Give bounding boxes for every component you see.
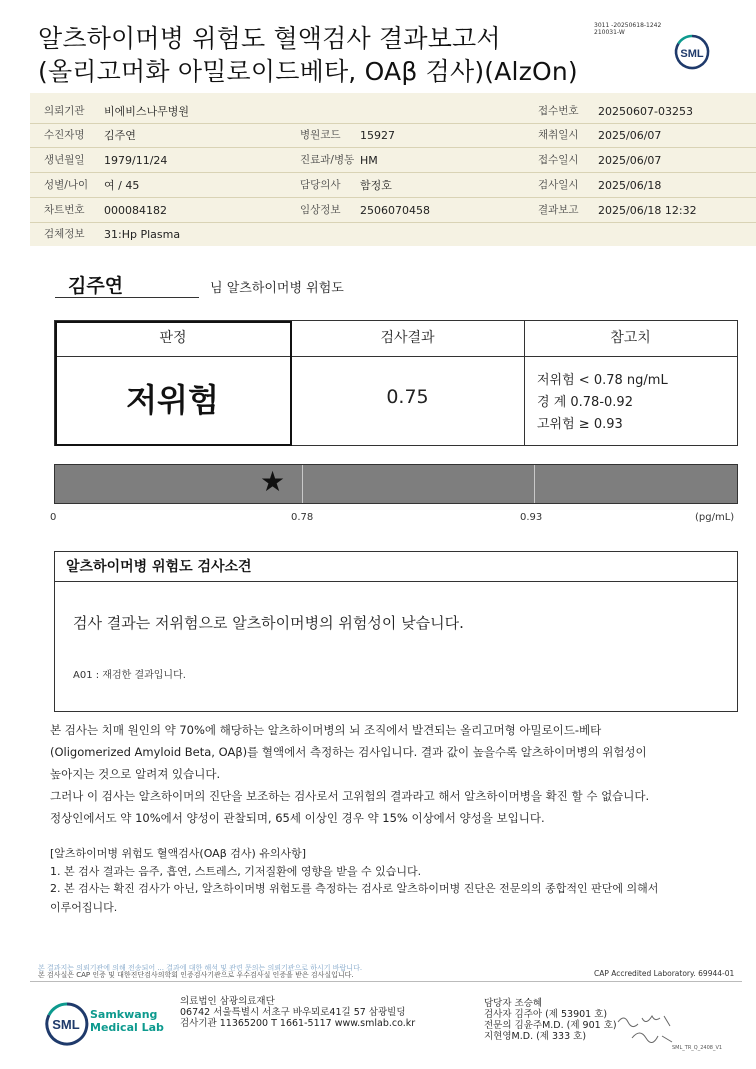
verdict-header: 판정 [159,330,187,346]
staff-signatures [484,998,617,1042]
brand-name-line2: Medical Lab [90,1021,164,1034]
info-label: 생년월일 [44,154,85,166]
scale-divider-093 [534,465,535,503]
brand-name-line1: Samkwang [90,1008,158,1021]
handwritten-signature [614,1008,684,1048]
findings-main-text: 검사 결과는 저위험으로 알츠하이머병의 위험성이 낮습니다. [73,614,464,632]
report-title [38,22,578,88]
document-code-2: 210031-W [594,29,625,36]
info-label: 성별/나이 [44,179,89,191]
description-line: 본 검사는 치매 원인의 약 70%에 해당하는 알츠하이머병의 뇌 조직에서 발견되는 올리고머형 아밀로이드-베타 [50,723,602,737]
info-label: 접수번호 [538,105,579,117]
reference-borderline: 경 계 0.78-0.92 [537,395,633,410]
info-label: 의뢰기관 [44,105,85,117]
info-value: 2025/06/18 12:32 [598,204,697,217]
info-row [30,148,756,173]
info-row [30,173,756,198]
precautions-heading: [알츠하이머병 위험도 혈액검사(OAβ 검사) 유의사항] [50,847,307,860]
info-value: 비에비스나무병원 [104,105,190,118]
info-label: 검사일시 [538,179,579,191]
findings-box [54,551,738,712]
info-value: 2025/06/07 [598,129,662,142]
scale-divider-078 [302,465,303,503]
info-value: 2025/06/07 [598,154,662,167]
samkwang-logo-text: SML [52,1017,80,1032]
info-label: 임상정보 [300,204,341,216]
samkwang-logo-icon [40,998,94,1052]
lab-address [180,996,415,1029]
lab-address-line: 검사기관 11365200 T 1661-5117 www.smlab.co.kr [180,1018,416,1029]
precaution-item: 2. 본 검사는 확진 검사가 아닌, 알츠하이머병 위험도를 측정하는 검사로 알츠하이머병 진단은 전문의의 종합적인 판단에 의해서 [50,882,659,895]
info-value: 함정호 [360,179,392,192]
info-value: 000084182 [104,204,167,217]
scale-tick-0: 0 [50,512,57,523]
result-marker-star-icon: ★ [260,465,286,498]
footer-disclaimer: 본 결과지는 의뢰기관에 의해 전송되어 ... 결과에 대한 해석 및 관련 문의는 의뢰기관으로 하시기 바랍니다. [38,964,363,972]
lab-address-line: 06742 서울특별시 서초구 바우뫼로41길 57 삼광빌딩 [180,1007,406,1018]
footer-divider [30,981,742,982]
info-label: 접수일시 [538,154,579,166]
findings-note: A01 : 재검한 결과입니다. [73,670,186,681]
info-row [30,99,756,124]
scale-unit: (pg/mL) [695,512,735,523]
risk-scale-bar [54,464,738,504]
patient-name-underline [55,297,199,298]
patient-name-suffix: 님 알츠하이머병 위험도 [210,281,344,296]
precaution-item: 이루어집니다. [50,901,118,914]
document-code-1: 3011 -20250618-1242 [594,22,662,29]
reference-header: 참고치 [610,330,651,346]
info-value: 20250607-03253 [598,105,693,118]
result-value: 0.75 [386,386,429,408]
description-line: 정상인에서도 약 10%에서 양성이 관찰되며, 65세 이상인 경우 약 15% 이상에서 양성을 보입니다. [50,811,545,825]
info-value: 2025/06/18 [598,179,662,192]
info-label: 차트번호 [44,204,85,216]
info-value: HM [360,154,378,167]
info-value: 1979/11/24 [104,154,168,167]
form-code: SML_TR_Q_2408_V1 [672,1045,723,1051]
precaution-item: 1. 본 검사 결과는 음주, 흡연, 스트레스, 기저질환에 영향을 받을 수 있습니다. [50,865,422,878]
info-value: 31:Hp Plasma [104,228,181,241]
info-value: 15927 [360,129,395,142]
staff-line: 전문의 김윤주M.D. (제 901 호) [484,1020,617,1031]
document-code [594,22,661,36]
reference-low: 저위험 < 0.78 ng/mL [537,373,668,388]
report-title-line1: 알츠하이머병 위험도 혈액검사 결과보고서 [38,24,501,53]
sml-logo [672,32,712,72]
footer-certification: 본 검사실은 CAP 인증 및 대한진단검사의학회 인증검사기관으로 우수검사실 인증을 받은 검사실입니다. [38,971,354,979]
description-line: 높아지는 것으로 알려져 있습니다. [50,767,221,781]
patient-name: 김주연 [68,275,124,297]
findings-heading: 알츠하이머병 위험도 검사소견 [55,552,737,582]
cap-accreditation: CAP Accredited Laboratory. 69944-01 [594,969,735,978]
patient-info-panel [30,93,756,246]
info-label: 수진자명 [44,129,85,141]
verdict-value: 저위험 [126,381,219,419]
info-label: 검체정보 [44,228,85,240]
info-row [30,123,756,148]
info-label: 진료과/병동 [300,154,355,166]
info-row [30,198,756,223]
report-title-line2: (올리고머화 아밀로이드베타, OAβ 검사)(AlzOn) [38,57,578,86]
reference-high: 고위험 ≥ 0.93 [537,417,623,432]
staff-line: 담당자 조승혜 [484,998,543,1009]
info-label: 결과보고 [538,204,579,216]
info-value: 김주연 [104,129,136,142]
info-label: 담당의사 [300,179,341,191]
sml-logo-text: SML [680,48,704,60]
info-value: 2506070458 [360,204,430,217]
result-table [54,320,738,446]
info-value: 여 / 45 [104,179,140,192]
scale-tick-093: 0.93 [520,512,543,523]
scale-tick-078: 0.78 [291,512,314,523]
result-header: 검사결과 [380,330,435,346]
info-row [30,222,756,247]
staff-line: 지현영M.D. (제 333 호) [484,1031,587,1042]
info-label: 병원코드 [300,129,341,141]
lab-address-line: 의료법인 삼광의료재단 [180,996,275,1007]
description-line: (Oligomerized Amyloid Beta, OAβ)를 혈액에서 측정하는 검사입니다. 결과 값이 높을수록 알츠하이머병의 위험성이 [50,745,647,759]
staff-line: 검사자 김주아 (제 53901 호) [484,1009,608,1020]
description-line: 그러나 이 검사는 알츠하이머의 진단을 보조하는 검사로서 고위험의 결과라고 해서 알츠하이머병을 확진 할 수 없습니다. [50,789,650,803]
brand-name [90,1008,164,1034]
info-label: 채취일시 [538,129,579,141]
